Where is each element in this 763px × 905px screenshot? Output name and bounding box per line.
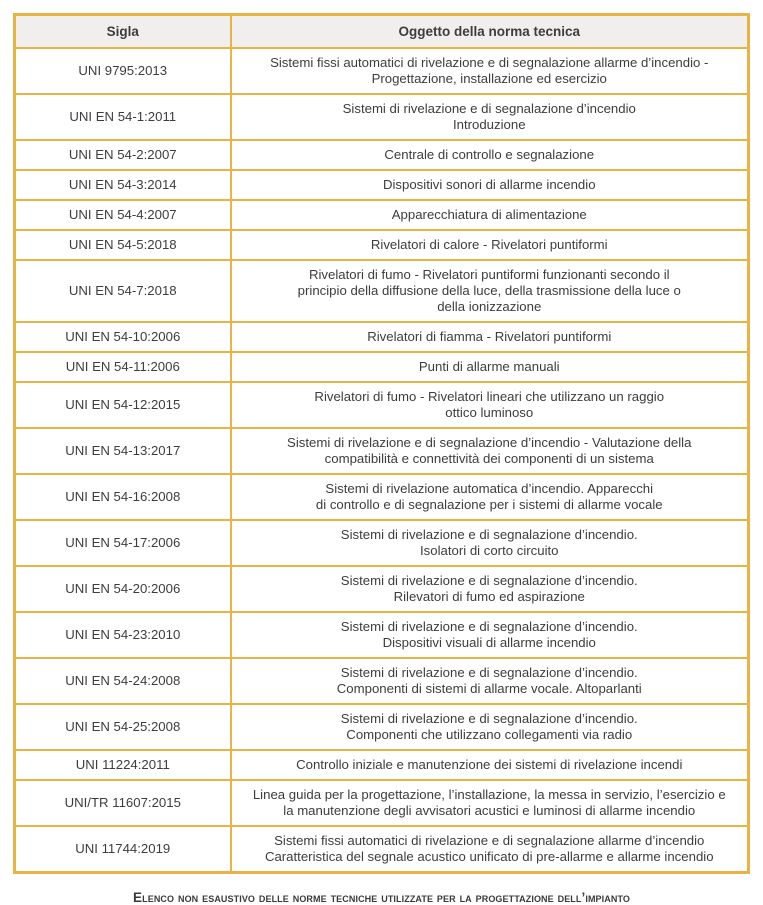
table-row	[15, 200, 749, 230]
oggetto-line: Sistemi di rivelazione e di segnalazione d’incendio.	[340, 527, 638, 542]
table-header-row	[15, 15, 749, 49]
oggetto-line: Sistemi di rivelazione e di segnalazione d’incendio.	[340, 573, 638, 588]
oggetto-line: Rivelatori di fiamma - Rivelatori puntiformi	[367, 329, 612, 344]
table-row	[15, 750, 749, 780]
oggetto-line: di controllo e di segnalazione per i sistemi di allarme vocale	[315, 497, 663, 512]
table-body	[15, 48, 749, 873]
table-row	[15, 170, 749, 200]
sigla-cell: UNI EN 54-7:2018	[15, 260, 231, 322]
oggetto-cell	[231, 750, 749, 780]
technical-norms-table	[13, 13, 750, 874]
sigla-cell: UNI EN 54-1:2011	[15, 94, 231, 140]
table-caption: Elenco non esaustivo delle norme tecniche utilizzate per la progettazione dell’impianto	[133, 890, 630, 905]
table-row	[15, 352, 749, 382]
table-row	[15, 260, 749, 322]
oggetto-line: Rivelatori di fumo - Rivelatori puntiformi funzionanti secondo il	[308, 267, 670, 282]
table-row	[15, 520, 749, 566]
oggetto-line: la manutenzione degli avvisatori acustici e luminosi di allarme incendio	[283, 803, 696, 818]
oggetto-line: Apparecchiatura di alimentazione	[391, 207, 587, 222]
oggetto-line: della ionizzazione	[437, 299, 542, 314]
sigla-cell: UNI EN 54-4:2007	[15, 200, 231, 230]
table-row	[15, 780, 749, 826]
sigla-cell: UNI EN 54-25:2008	[15, 704, 231, 750]
sigla-cell: UNI EN 54-13:2017	[15, 428, 231, 474]
oggetto-line: Sistemi di rivelazione e di segnalazione d’incendio.	[340, 711, 638, 726]
sigla-cell: UNI EN 54-12:2015	[15, 382, 231, 428]
oggetto-cell	[231, 780, 749, 826]
table-row	[15, 382, 749, 428]
oggetto-line: Introduzione	[452, 117, 526, 132]
table-row	[15, 474, 749, 520]
table-row	[15, 48, 749, 94]
table-row	[15, 94, 749, 140]
oggetto-cell	[231, 382, 749, 428]
table-row	[15, 140, 749, 170]
table-head	[15, 15, 749, 49]
sigla-cell: UNI EN 54-3:2014	[15, 170, 231, 200]
oggetto-line: Componenti di sistemi di allarme vocale. Altoparlanti	[336, 681, 642, 696]
oggetto-cell	[231, 566, 749, 612]
sigla-cell: UNI EN 54-20:2006	[15, 566, 231, 612]
table-row	[15, 704, 749, 750]
oggetto-cell	[231, 140, 749, 170]
oggetto-line: Caratteristica del segnale acustico unificato di pre-allarme e allarme incendio	[264, 849, 714, 864]
sigla-cell: UNI 9795:2013	[15, 48, 231, 94]
oggetto-line: Dispositivi visuali di allarme incendio	[382, 635, 596, 650]
table-row	[15, 612, 749, 658]
table-row	[15, 566, 749, 612]
sigla-cell: UNI EN 54-2:2007	[15, 140, 231, 170]
oggetto-line: Componenti che utilizzano collegamenti via radio	[346, 727, 633, 742]
oggetto-cell	[231, 170, 749, 200]
table-row	[15, 230, 749, 260]
oggetto-line: Sistemi di rivelazione e di segnalazione d’incendio.	[340, 619, 638, 634]
table-row	[15, 658, 749, 704]
sigla-cell: UNI EN 54-5:2018	[15, 230, 231, 260]
oggetto-cell	[231, 428, 749, 474]
oggetto-cell	[231, 704, 749, 750]
oggetto-line: Sistemi di rivelazione e di segnalazione d’incendio.	[340, 665, 638, 680]
sigla-cell: UNI/TR 11607:2015	[15, 780, 231, 826]
column-header-sigla: Sigla	[15, 15, 231, 49]
sigla-cell: UNI EN 54-16:2008	[15, 474, 231, 520]
oggetto-cell	[231, 322, 749, 352]
column-header-oggetto: Oggetto della norma tecnica	[231, 15, 749, 49]
oggetto-cell	[231, 260, 749, 322]
oggetto-line: Sistemi di rivelazione e di segnalazione d’incendio - Valutazione della	[287, 435, 692, 450]
oggetto-line: Sistemi di rivelazione e di segnalazione d’incendio	[342, 101, 636, 116]
oggetto-line: compatibilità e connettività dei componenti di un sistema	[324, 451, 654, 466]
oggetto-line: Punti di allarme manuali	[418, 359, 560, 374]
table-row	[15, 826, 749, 873]
sigla-cell: UNI 11224:2011	[15, 750, 231, 780]
sigla-cell: UNI EN 54-24:2008	[15, 658, 231, 704]
oggetto-cell	[231, 520, 749, 566]
oggetto-line: Sistemi di rivelazione automatica d’incendio. Apparecchi	[325, 481, 654, 496]
oggetto-line: Controllo iniziale e manutenzione dei sistemi di rivelazione incendi	[296, 757, 683, 772]
oggetto-line: ottico luminoso	[445, 405, 534, 420]
oggetto-line: Rivelatori di fumo - Rivelatori lineari che utilizzano un raggio	[314, 389, 665, 404]
oggetto-line: Sistemi fissi automatici di rivelazione e di segnalazione allarme d’incendio	[274, 833, 705, 848]
sigla-cell: UNI 11744:2019	[15, 826, 231, 873]
oggetto-cell	[231, 48, 749, 94]
sigla-cell: UNI EN 54-17:2006	[15, 520, 231, 566]
oggetto-line: Linea guida per la progettazione, l’installazione, la messa in servizio, l’esercizio e	[252, 787, 726, 802]
oggetto-line: Sistemi fissi automatici di rivelazione e di segnalazione allarme d’incendio -	[270, 55, 709, 70]
oggetto-cell	[231, 658, 749, 704]
sigla-cell: UNI EN 54-11:2006	[15, 352, 231, 382]
oggetto-cell	[231, 200, 749, 230]
oggetto-cell	[231, 230, 749, 260]
oggetto-cell	[231, 826, 749, 873]
oggetto-cell	[231, 94, 749, 140]
oggetto-line: principio della diffusione della luce, della trasmissione della luce o	[297, 283, 681, 298]
oggetto-line: Centrale di controllo e segnalazione	[384, 147, 595, 162]
oggetto-cell	[231, 474, 749, 520]
sigla-cell: UNI EN 54-23:2010	[15, 612, 231, 658]
oggetto-cell	[231, 352, 749, 382]
table-row	[15, 322, 749, 352]
oggetto-line: Dispositivi sonori di allarme incendio	[382, 177, 596, 192]
oggetto-line: Rivelatori di calore - Rivelatori puntiformi	[370, 237, 608, 252]
oggetto-line: Rilevatori di fumo ed aspirazione	[393, 589, 585, 604]
oggetto-line: Isolatori di corto circuito	[419, 543, 559, 558]
table-row	[15, 428, 749, 474]
oggetto-cell	[231, 612, 749, 658]
oggetto-line: Progettazione, installazione ed esercizio	[371, 71, 607, 86]
sigla-cell: UNI EN 54-10:2006	[15, 322, 231, 352]
